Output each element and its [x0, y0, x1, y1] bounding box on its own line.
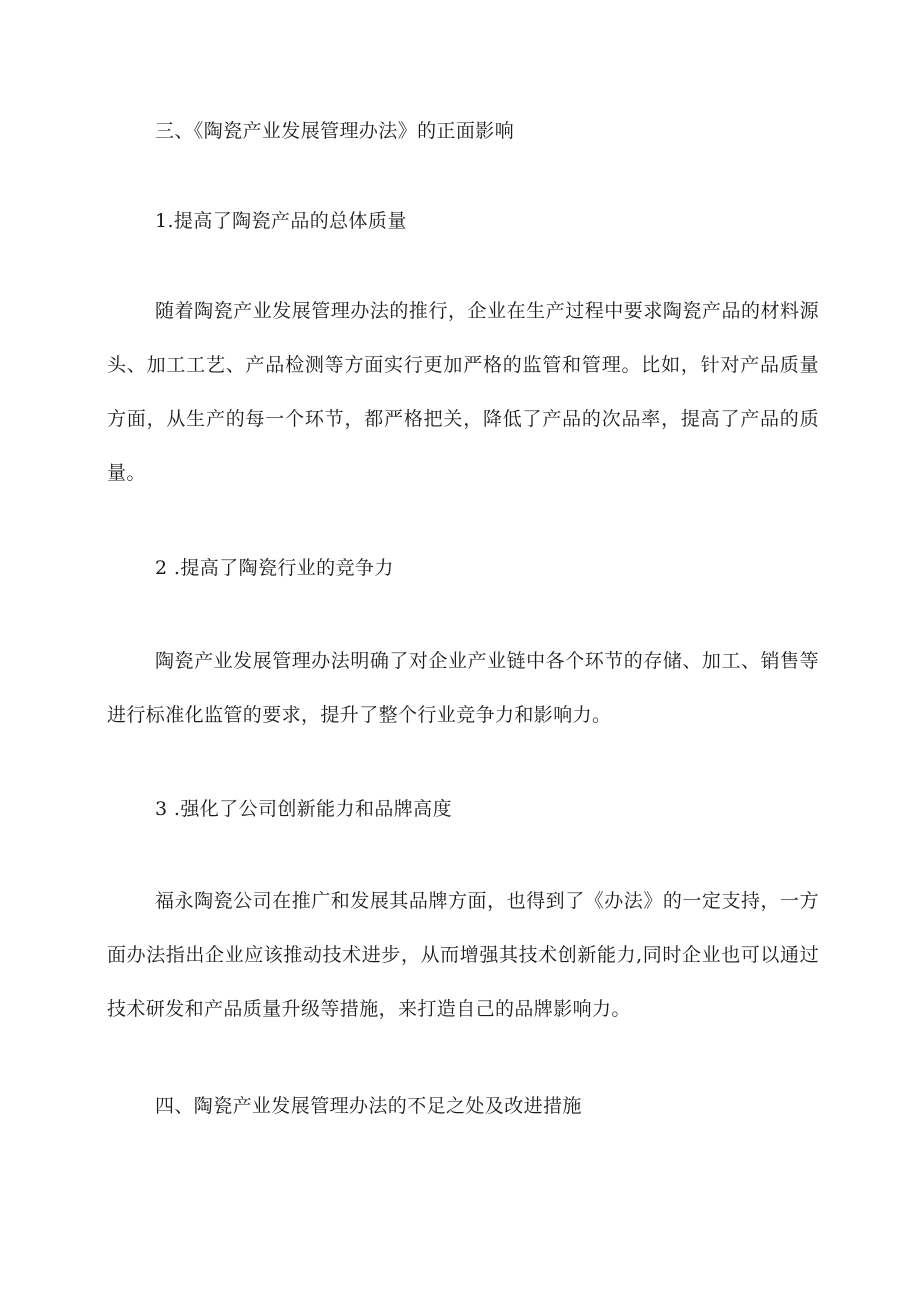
item-3-paragraph: 福永陶瓷公司在推广和发展其品牌方面，也得到了《办法》的一定支持，一方面办法指出企业应该推动技术进步，从而增强其技术创新能力,同时企业也可以通过技术研发和产品质量升级等措施，来打造自己的品牌影响力。 — [107, 890, 819, 1020]
section-3-heading: 三、《陶瓷产业发展管理办法》的正面影响 — [155, 120, 515, 142]
item-2-heading: 2 .提高了陶瓷行业的竞争力 — [155, 557, 394, 579]
item-2-paragraph: 陶瓷产业发展管理办法明确了对企业产业链中各个环节的存储、加工、销售等进行标准化监管的要求，提升了整个行业竞争力和影响力。 — [107, 650, 819, 726]
item-1-heading: 1.提高了陶瓷产品的总体质量 — [155, 210, 407, 232]
item-3-heading: 3 .强化了公司创新能力和品牌高度 — [155, 798, 452, 820]
item-1-paragraph: 随着陶瓷产业发展管理办法的推行，企业在生产过程中要求陶瓷产品的材料源头、加工工艺、产品检测等方面实行更加严格的监管和管理。比如，针对产品质量方面，从生产的每一个环节，都严格把关，降低了产品的次品率，提高了产品的质量。 — [107, 300, 819, 484]
section-4-heading: 四、陶瓷产业发展管理办法的不足之处及改进措施 — [155, 1095, 582, 1117]
